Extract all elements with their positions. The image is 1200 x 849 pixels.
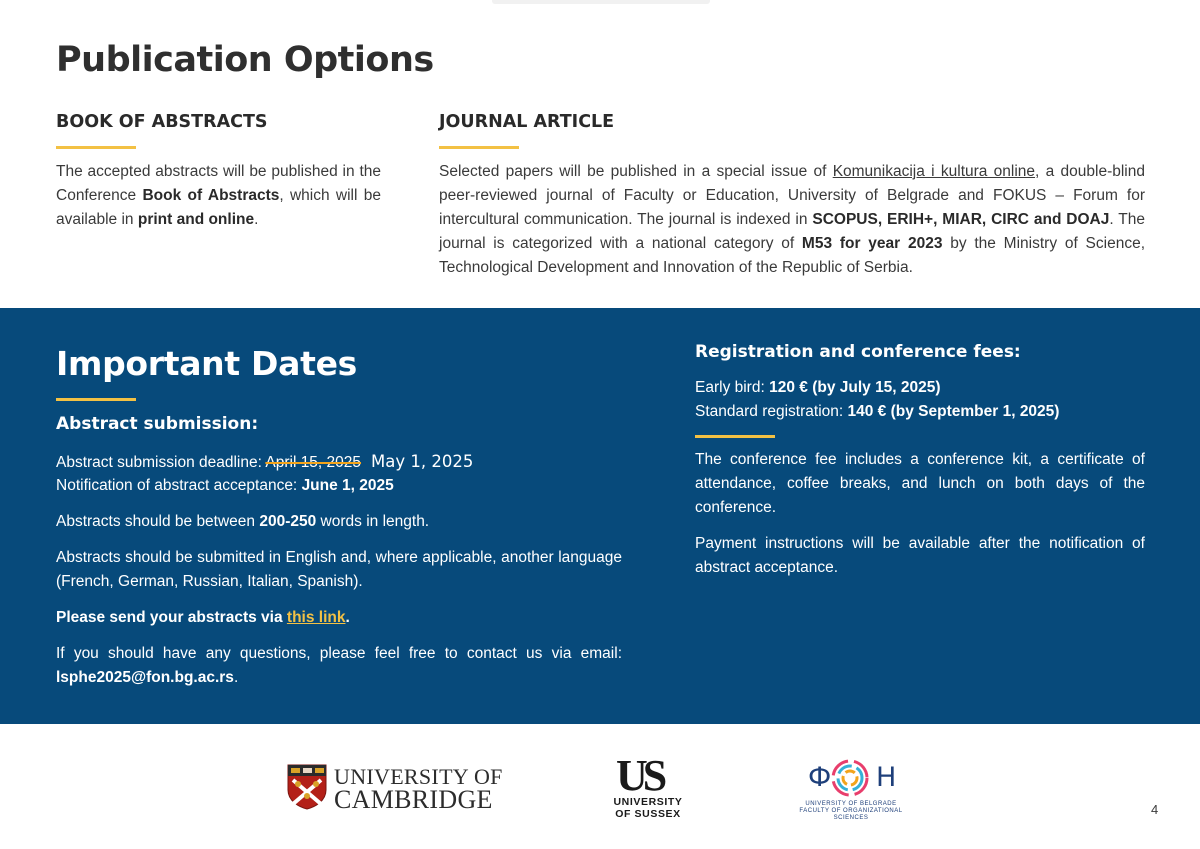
fos-letter-right: Н	[876, 762, 897, 793]
top-tab-edge	[492, 0, 710, 4]
sussex-logo-mark: US	[616, 751, 663, 800]
contact-email[interactable]: lsphe2025@fon.bg.ac.rs	[56, 669, 234, 686]
send-abstracts-text: Please send your abstracts via this link.	[56, 609, 350, 626]
abstract-length-text: Abstracts should be between 200-250 words in length.	[56, 513, 430, 530]
fees-rule	[695, 435, 775, 438]
important-dates-title: Important Dates	[56, 344, 357, 383]
cambridge-line1: UNIVERSITY OF	[334, 764, 503, 789]
sussex-line2: OF SUSSEX	[615, 808, 681, 820]
early-bird-fee: Early bird: 120 € (by July 15, 2025)	[695, 379, 941, 396]
fos-letter-left: Ф	[808, 762, 832, 793]
abstract-language-text: Abstracts should be submitted in English and, where applicable, another language (French, German, Russian, Italian, Spanish).	[56, 549, 622, 590]
new-deadline-date: May 1, 2025	[371, 452, 474, 471]
fee-includes-text: The conference fee includes a conference kit, a certificate of attendance, coffee breaks, and lunch on both days of the conference.	[695, 451, 1145, 516]
fos-line2: FACULTY OF ORGANIZATIONAL SCIENCES	[799, 808, 903, 821]
journal-article-text: Selected papers will be published in a special issue of Komunikacija i kultura online, a double-blind peer-reviewed journal of Faculty or Education, University of Belgrade and FOKUS – Forum for intercultural communication. The journal is indexed in SCOPUS, ERIH+, MIAR, CIRC and DOAJ. The journal is categorized with a national category of M53 for year 2023 by the Ministry of Science, Technological Development and Innovation of the Republic of Serbia.	[439, 163, 1145, 276]
cambridge-wordmark	[334, 764, 503, 814]
notification-line: Notification of abstract acceptance: June 1, 2025	[56, 477, 394, 494]
page-number: 4	[1151, 802, 1159, 817]
sussex-line1: UNIVERSITY	[613, 796, 683, 808]
sussex-wordmark	[606, 796, 690, 820]
page-title: Publication Options	[56, 40, 434, 80]
submission-link[interactable]: this link	[286, 609, 346, 626]
standard-fee: Standard registration: 140 € (by September 1, 2025)	[695, 403, 1060, 420]
journal-link[interactable]: Komunikacija i kultura online	[832, 163, 1036, 180]
book-of-abstracts-heading: BOOK OF ABSTRACTS	[56, 112, 268, 132]
abstract-submission-heading: Abstract submission:	[56, 414, 259, 434]
book-of-abstracts-text: The accepted abstracts will be published in the Conference Book of Abstracts, which will be available in print and online.	[56, 163, 381, 228]
book-heading-rule	[56, 146, 136, 149]
fos-rings-icon	[829, 758, 871, 798]
journal-heading-rule	[439, 146, 519, 149]
cambridge-crest-icon	[287, 764, 327, 810]
important-dates-band	[0, 308, 1200, 724]
dates-title-rule	[56, 398, 136, 401]
cambridge-line2: CAMBRIDGE	[334, 785, 493, 814]
payment-instructions-text: Payment instructions will be available after the notification of abstract acceptance.	[695, 535, 1145, 576]
journal-article-heading: JOURNAL ARTICLE	[439, 112, 615, 132]
fos-line1: UNIVERSITY OF BELGRADE	[805, 801, 897, 807]
contact-text: If you should have any questions, please feel free to contact us via email: lsphe2025@fon.bg.ac.rs.	[56, 645, 622, 686]
registration-fees-heading: Registration and conference fees:	[695, 342, 1021, 362]
fos-wordmark	[784, 801, 918, 822]
abstract-deadline-line: Abstract submission deadline: April 15, 2025 May 1, 2025	[56, 452, 474, 471]
old-deadline-date: April 15, 2025	[265, 454, 362, 471]
